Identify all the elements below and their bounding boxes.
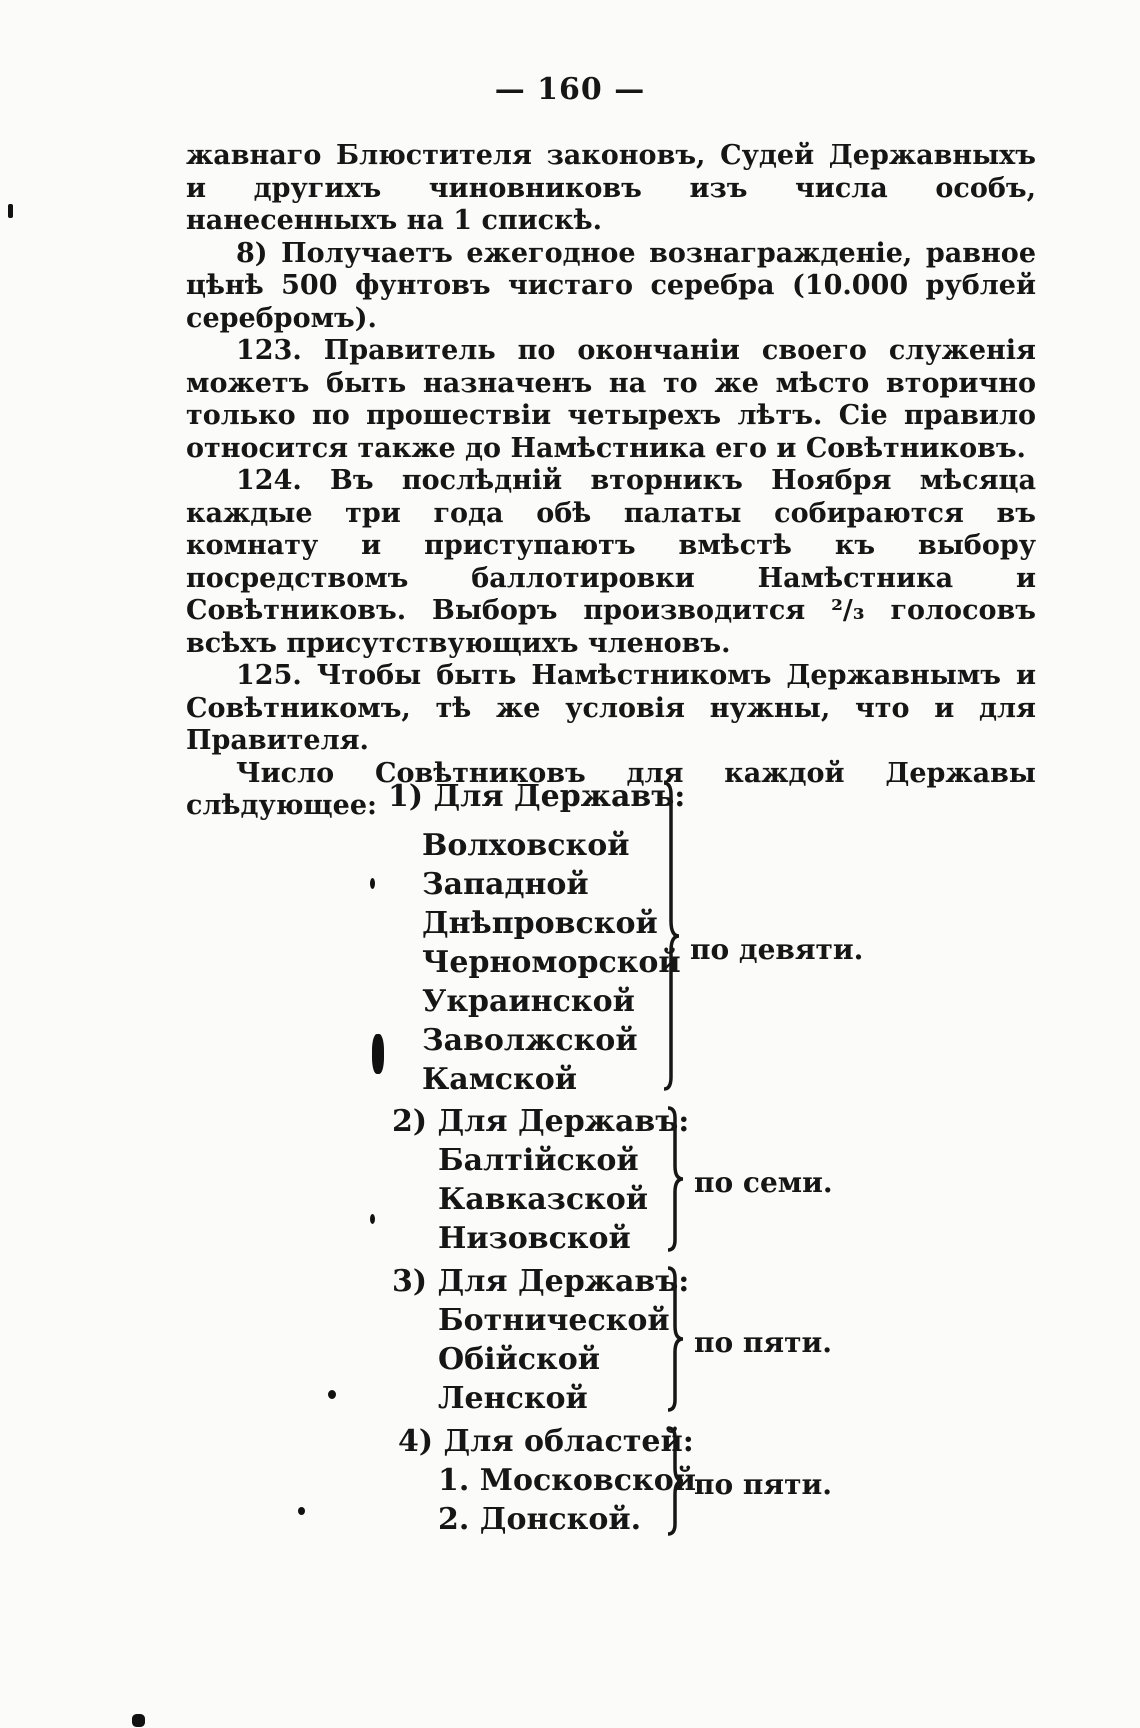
- list-item: Обійской: [438, 1342, 600, 1377]
- paragraph: жавнаго Блюстителя законовъ, Судей Державныхъ и другихъ чиновниковъ изъ числа особъ, нанесенныхъ на 1 спискѣ.: [186, 140, 1036, 236]
- group-item-list: [422, 826, 681, 1099]
- list-item: 1. Московской: [438, 1463, 696, 1498]
- ink-speck: [372, 1034, 384, 1074]
- list-item: Ленской: [438, 1381, 588, 1416]
- list-item: Низовской: [438, 1221, 631, 1256]
- ink-speck: [328, 1390, 336, 1399]
- right-brace-icon: [662, 781, 682, 1091]
- group-result: по пяти.: [694, 1468, 832, 1501]
- page-number: — 160 —: [494, 72, 646, 107]
- group-heading: 3) Для Державъ:: [392, 1264, 690, 1299]
- paragraph: 125. Чтобы быть Намѣстникомъ Державнымъ и Совѣтникомъ, тѣ же условія нужны, что и для Правителя.: [186, 660, 1036, 756]
- ink-speck: [298, 1507, 305, 1515]
- council-group-2: [380, 1104, 900, 1254]
- list-item: Ботнической: [438, 1303, 670, 1338]
- group-heading: 4) Для областей:: [398, 1424, 694, 1459]
- paragraph: 8) Получаетъ ежегодное вознагражденіе, равное цѣнѣ 500 фунтовъ чистаго серебра (10.000 рублей серебромъ).: [186, 237, 1036, 334]
- list-item: Украинской: [422, 984, 635, 1019]
- list-item: Кавказской: [438, 1182, 649, 1217]
- paragraph: Число Совѣтниковъ для каждой Державы слѣдующее:: [186, 757, 1036, 821]
- list-item: Волховской: [422, 828, 630, 863]
- body-text: [186, 140, 1036, 823]
- list-item: Западной: [422, 867, 589, 902]
- group-item-list: [438, 1461, 696, 1539]
- ink-speck: [370, 878, 375, 889]
- list-item: Балтійской: [438, 1143, 639, 1178]
- right-brace-icon: [666, 1106, 686, 1252]
- group-item-list: [438, 1141, 648, 1258]
- group-result: по пяти.: [694, 1326, 832, 1359]
- list-item: Камской: [422, 1062, 577, 1097]
- list-item: Черноморской: [422, 945, 681, 980]
- ink-speck: [8, 204, 13, 218]
- list-item: 2. Донской.: [438, 1502, 642, 1537]
- group-result: по девяти.: [690, 933, 864, 966]
- group-heading: 1) Для Державъ:: [388, 779, 686, 814]
- list-item: Заволжской: [422, 1023, 638, 1058]
- right-brace-icon: [666, 1426, 686, 1536]
- council-group-4: [380, 1424, 900, 1544]
- list-item: Днѣпровской: [422, 906, 658, 941]
- group-result: по семи.: [694, 1166, 833, 1199]
- council-group-1: [380, 775, 900, 1095]
- ink-speck: [132, 1714, 145, 1727]
- right-brace-icon: [666, 1266, 686, 1412]
- ink-speck: [370, 1214, 375, 1224]
- council-group-3: [380, 1264, 900, 1414]
- paragraph: 124. Въ послѣдній вторникъ Ноября мѣсяца каждые три года обѣ палаты собираются въ комнату и приступаютъ вмѣстѣ къ выбору посредствомъ баллотировки Намѣстника и Совѣтниковъ. Выборъ производится ²/₃ голосовъ всѣхъ присутствующихъ членовъ.: [186, 465, 1036, 659]
- paragraph: 123. Правитель по окончаніи своего служенія можетъ быть назначенъ на то же мѣсто вторично только по прошествіи четырехъ лѣтъ. Сіе правило относится также до Намѣстника его и Совѣтниковъ.: [186, 335, 1036, 464]
- group-item-list: [438, 1301, 670, 1418]
- group-heading: 2) Для Державъ:: [392, 1104, 690, 1139]
